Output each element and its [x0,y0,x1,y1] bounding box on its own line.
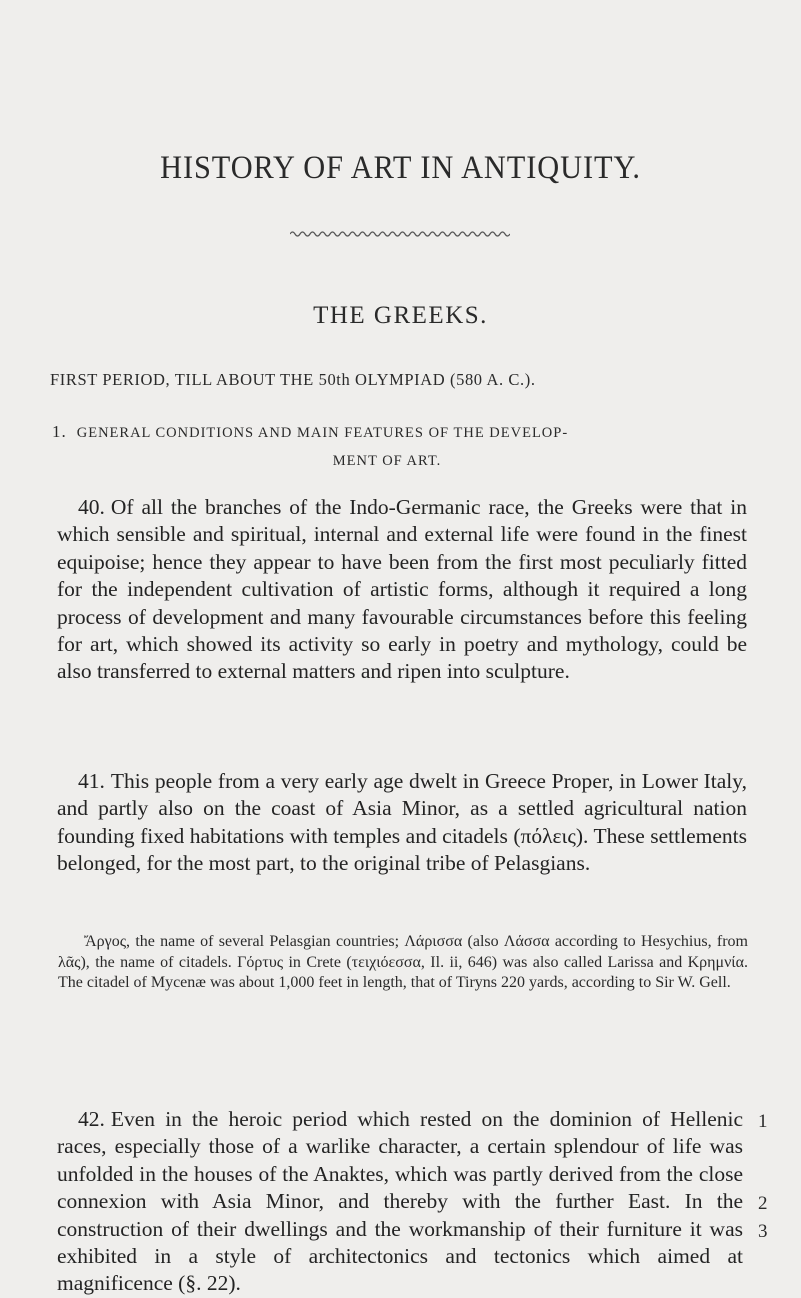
paragraph-number: 42. [78,1107,105,1131]
period-heading: FIRST PERIOD, TILL ABOUT THE 50th OLYMPIAD (580 A. C.). [50,370,536,389]
chapter-title-line2: MENT OF ART. [332,453,442,469]
margin-numbers [758,1108,778,1245]
paragraph-40 [57,494,747,686]
paragraph-number: 40. [78,495,105,519]
paragraph-42 [57,1106,743,1298]
margin-number-3: 3 [758,1220,768,1242]
footnote [58,932,748,994]
chapter-number: 1. [52,422,67,441]
paragraph-number: 41. [78,769,105,793]
wavy-rule-ornament [290,229,510,239]
chapter-heading [52,418,762,475]
paragraph-text: Of all the branches of the Indo-Germanic race, the Greeks were that in which sensible and spiritual, internal and external life were found in the finest equipoise; hence they appear to have been from the first most peculiarly fitted for the independent cultivation of artistic forms, although it required a long process of development and many favourable circumstances before this feeling for art, which showed its activity so early in poetry and mythology, could be also transferred to external matters and ripen into sculpture. [57,495,747,684]
paragraph-text: This people from a very early age dwelt in Greece Proper, in Lower Italy, and partly also on the coast of Asia Minor, as a settled agricultural nation founding fixed habitations with temples and citadels (πόλεις). These settlements belonged, for the most part, to the original tribe of Pelasgians. [57,769,747,876]
footnote-text: Ἄργος, the name of several Pelasgian countries; Λάρισσα (also Λάσσα according to Hesychius, from λᾶς), the name of citadels. Γόρτυς in Crete (τειχιόεσσα, Il. ii, 646) was also called Larissa and Κρημνία. The citadel of Mycenæ was about 1,000 feet in length, that of Tiryns 220 yards, according to Sir W. Gell. [58,933,748,991]
margin-number-1: 1 [758,1111,768,1132]
paragraph-41 [57,768,747,878]
paragraph-text: Even in the heroic period which rested on the dominion of Hellenic races, especially those of a warlike character, a certain splendour of life was unfolded in the houses of the Anaktes, which was partly derived from the close connexion with Asia Minor, and thereby with the further East. In the construction of their dwellings and the workmanship of their furniture it was exhibited in a style of architectonics and tectonics which aimed at magnificence (§. 22). [57,1107,743,1296]
margin-number-2: 2 [758,1193,768,1215]
running-head: HISTORY OF ART IN ANTIQUITY. [160,150,641,186]
section-title: THE GREEKS. [313,302,488,329]
chapter-title-line1: GENERAL CONDITIONS AND MAIN FEATURES OF THE DEVELOP- [76,425,569,441]
